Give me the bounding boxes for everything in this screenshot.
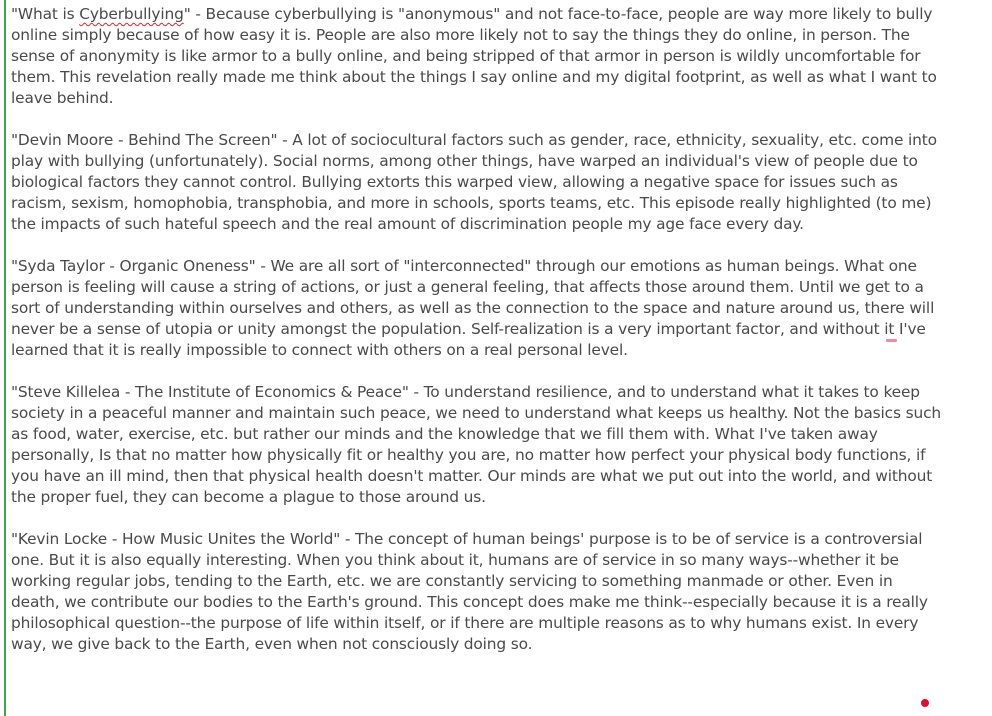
grammar-suggestion-marker[interactable] — [886, 339, 897, 342]
misspelled-word[interactable]: Cyberbullying — [79, 5, 184, 23]
paragraph-cyberbullying[interactable] — [11, 4, 943, 109]
margin-rule — [4, 0, 6, 716]
text-editor[interactable] — [11, 4, 943, 676]
paragraph-text-start: "What is — [11, 5, 80, 23]
notification-dot-icon[interactable] — [921, 699, 929, 707]
paragraph-text-start: "Syda Taylor - Organic Oneness" - We are all sort of "interconnected" through our emotions as human beings. What one person is feeling will cause a string of actions, or just a general feeling, that affects those around them. Until we get to a sort of understanding within ourselves and others, as well as the connection to the space and nature around us, there will never be a sense of utopia or unity amongst the population. Self-realization is a very important factor, and without — [11, 257, 935, 338]
paragraph-syda-taylor[interactable] — [11, 256, 943, 361]
paragraph-kevin-locke[interactable]: "Kevin Locke - How Music Unites the World" - The concept of human beings' purpose is to be of service is a controversial one. But it is also equally interesting. When you think about it, humans are of service in so many ways--whether it be working regular jobs, tending to the Earth, etc. we are constantly servicing to something manmade or other. Even in death, we contribute our bodies to the Earth's ground. This concept does make me think--especially because it is a really philosophical question--the purpose of life within itself, or if there are multiple reasons as to why humans exist. In every way, we give back to the Earth, even when not consciously doing so. — [11, 530, 928, 653]
flagged-word-text: it — [884, 320, 895, 338]
grammar-flagged-word[interactable] — [884, 320, 894, 338]
paragraph-text-end: " - Because cyberbullying is "anonymous" and not face-to-face, people are way more likely to bully online simply because of how easy it is. People are also more likely not to say the things they do online, in person. The sense of anonymity is like armor to a bully online, and being stripped of that armor in person is wildly uncomfortable for them. This revelation really made me think about the things I say online and my digital footprint, as well as what I want to leave behind. — [11, 5, 937, 107]
paragraph-steve-killelea[interactable]: "Steve Killelea - The Institute of Economics & Peace" - To understand resilience, and to understand what it takes to keep society in a peaceful manner and maintain such peace, we need to understand what keeps us healthy. Not the basics such as food, water, exercise, etc. but rather our minds and the knowledge that we fill them with. What I've taken away personally, Is that no matter how physically fit or healthy you are, no matter how perfect your physical body functions, if you have an ill mind, then that physical health doesn't matter. Our minds are what we put out into the world, and without the proper fuel, they can become a plague to those around us. — [11, 383, 941, 506]
paragraph-text-end: I've learned that it is really impossible to connect with others on a real personal level. — [11, 320, 926, 359]
paragraph-devin-moore[interactable]: "Devin Moore - Behind The Screen" - A lot of sociocultural factors such as gender, race, ethnicity, sexuality, etc. come into play with bullying (unfortunately). Social norms, among other things, have warped an individual's view of people due to biological factors they cannot control. Bullying extorts this warped view, allowing a negative space for issues such as racism, sexism, homophobia, transphobia, and more in schools, sports teams, etc. This episode really highlighted (to me) the impacts of such hateful speech and the real amount of discrimination people my age face every day. — [11, 131, 937, 233]
